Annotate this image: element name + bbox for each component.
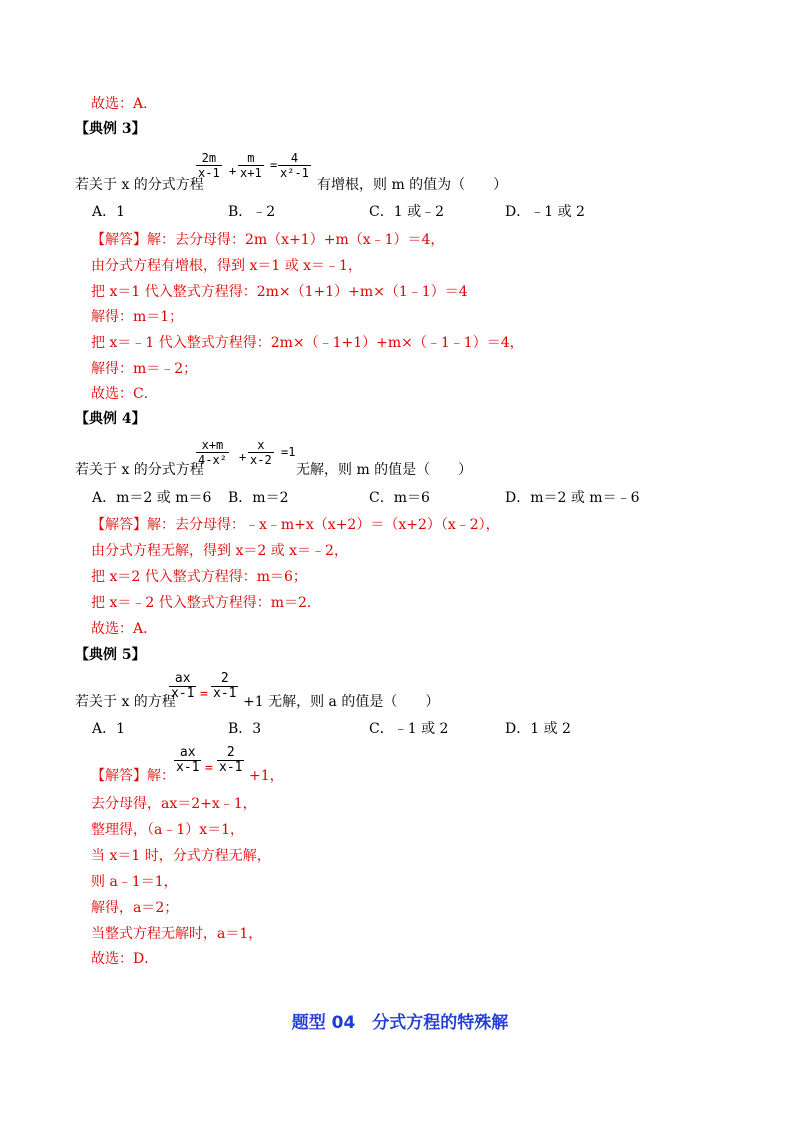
ex4-solution-line: 把 x＝2 代入整式方程得：m＝6； (91, 569, 307, 585)
prev-answer-line: 故选：A． (91, 96, 158, 112)
section-heading: 题型 04 分式方程的特殊解 (291, 1013, 509, 1033)
ex5-solution-line: 整理得，（a﹣1）x＝1， (91, 822, 245, 838)
ex5-fraction-2: $\frac{2}{x-1}$ (213, 671, 237, 701)
ex3-solution-line: 解得：m＝﹣2； (91, 361, 198, 377)
example-3-stem-end: 有增根，则 m 的值为（ ） (317, 177, 508, 193)
ex5-solution-line: 当 x＝1 时，分式方程无解， (91, 848, 271, 864)
example-4-title: 【典例 4】 (75, 411, 146, 427)
ex5-solution-line: 当整式方程无解时，a＝1， (91, 926, 263, 942)
example-5-stem-end: +1 无解，则 a 的值是（ ） (243, 694, 440, 710)
ex3-option-a: A．1 (92, 204, 126, 220)
ex3-solution-line: 【解答】解：去分母得：2m（x+1）+m（x﹣1）＝4， (91, 232, 445, 248)
ex5-option-b: B．3 (228, 721, 262, 737)
ex3-fraction-3: $\frac{4}{\text{x²-1}}$ (280, 151, 309, 180)
ex5-solution-fraction-2: $\frac{2}{x-1}$ (219, 745, 243, 775)
ex4-solution-line: 【解答】解：去分母得：﹣x﹣m+x（x+2）＝（x+2）（x﹣2）， (91, 517, 500, 533)
ex4-option-d: D．m＝2 或 m＝﹣6 (505, 490, 640, 506)
ex5-solution-line: 故选：D． (91, 951, 159, 967)
ex3-equals: = (270, 158, 278, 172)
ex3-option-b: B．﹣2 (228, 204, 276, 220)
example-5-title: 【典例 5】 (75, 647, 146, 663)
ex3-option-c: C．1 或﹣2 (369, 204, 444, 220)
ex3-fraction-1: $\frac{2m}{x-1}$ (198, 151, 220, 180)
ex3-option-d: D．﹣1 或 2 (505, 204, 585, 220)
ex5-solution-line: 去分母得，ax＝2+x﹣1， (91, 796, 257, 812)
ex3-solution-line: 把 x＝1 代入整式方程得：2m×（1+1）+m×（1﹣1）＝4 (91, 284, 468, 300)
ex4-solution-line: 故选：A． (91, 621, 158, 637)
ex4-option-a: A．m＝2 或 m＝6 (92, 490, 212, 506)
ex3-fraction-2: $\frac{m}{x+1}$ (240, 151, 262, 180)
ex5-option-d: D．1 或 2 (505, 721, 571, 737)
example-5-stem-start: 若关于 x 的方程 (75, 694, 176, 710)
ex3-solution-line: 由分式方程有增根，得到 x＝1 或 x＝﹣1， (91, 258, 362, 274)
ex4-equals-one: =1 (281, 445, 296, 459)
example-4-stem-start: 若关于 x 的分式方程 (75, 462, 204, 478)
ex4-option-b: B．m＝2 (228, 490, 289, 506)
ex5-fraction-1: $\frac{ax}{x-1}$ (171, 671, 195, 701)
ex5-equals: = (200, 687, 208, 702)
ex5-solution-tail: +1， (249, 768, 284, 784)
ex4-fraction-2: $\frac{x}{x-2}$ (250, 438, 272, 467)
ex5-solution-equals: = (205, 761, 213, 776)
ex5-solution-line: 则 a﹣1＝1， (91, 874, 178, 890)
ex5-solution-head: 【解答】解： (91, 768, 175, 784)
ex4-fraction-1: $\frac{x+m}{\text{4-x²}}$ (198, 438, 227, 467)
example-4-stem-end: 无解，则 m 的值是（ ） (296, 462, 473, 478)
ex4-solution-line: 由分式方程无解，得到 x＝2 或 x＝﹣2， (91, 543, 348, 559)
ex5-solution-fraction-1: $\frac{ax}{x-1}$ (176, 745, 200, 775)
ex4-plus: + (239, 450, 247, 464)
ex3-solution-line: 解得：m＝1； (91, 309, 184, 325)
ex5-option-a: A．1 (92, 721, 126, 737)
ex4-solution-line: 把 x＝﹣2 代入整式方程得：m＝2． (91, 595, 321, 611)
ex5-solution-line: 解得，a＝2； (91, 900, 179, 916)
example-3-title: 【典例 3】 (75, 121, 146, 137)
ex3-plus: + (229, 164, 237, 178)
ex3-solution-line: 故选：C． (91, 386, 158, 402)
ex5-option-c: C．﹣1 或 2 (369, 721, 449, 737)
ex4-option-c: C．m＝6 (369, 490, 430, 506)
example-3-stem-start: 若关于 x 的分式方程 (75, 177, 204, 193)
ex3-solution-line: 把 x＝﹣1 代入整式方程得：2m×（﹣1+1）+m×（﹣1﹣1）＝4， (91, 335, 524, 351)
